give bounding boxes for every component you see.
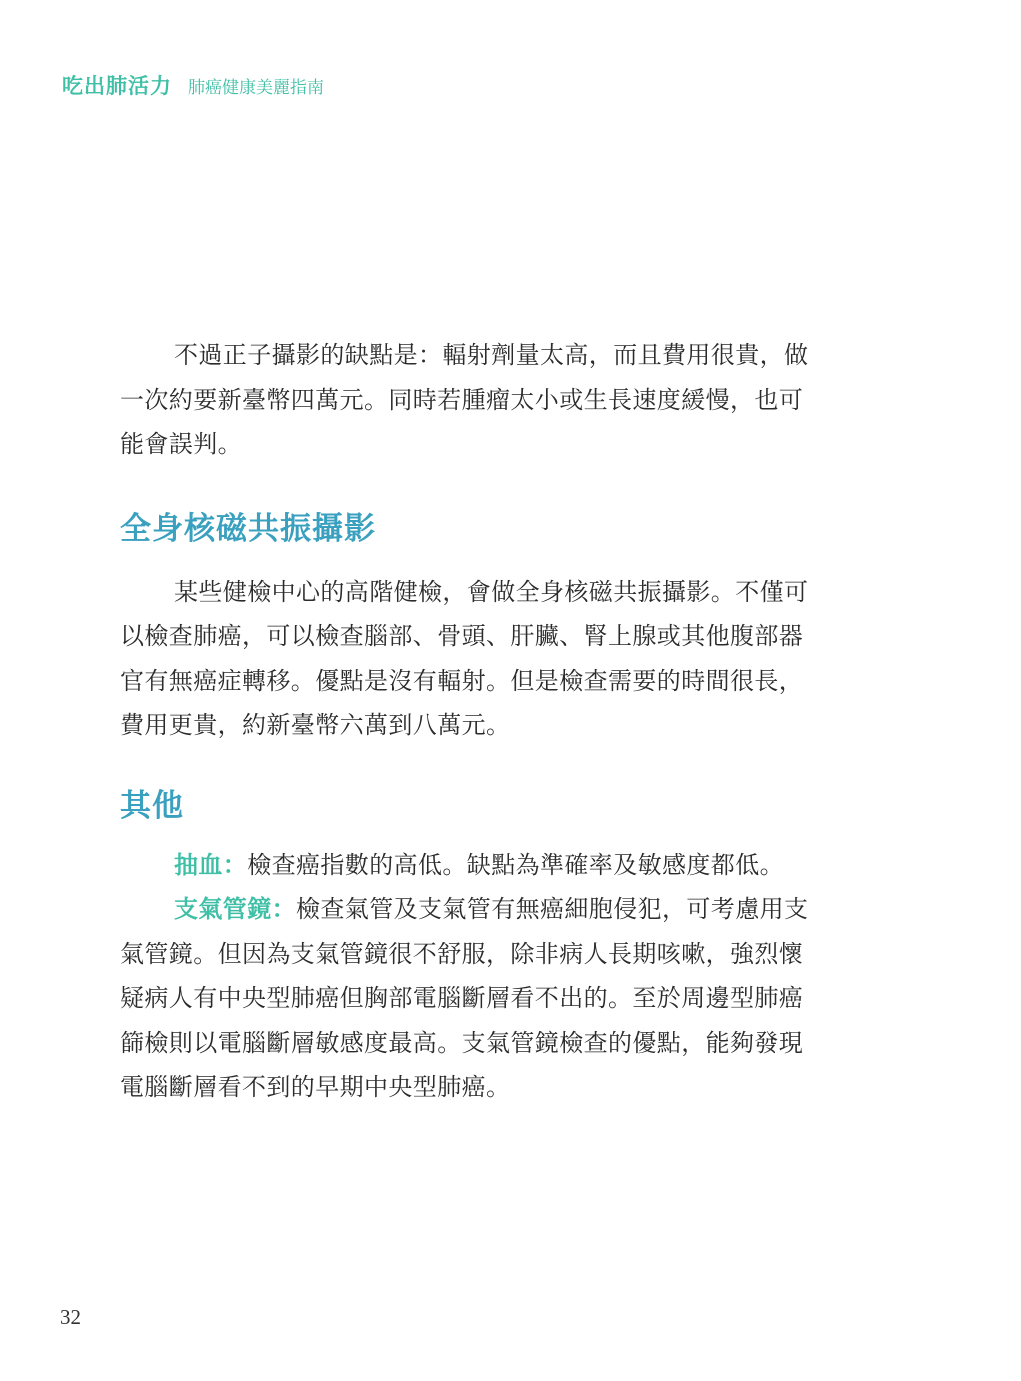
paragraph-line: 一次約要新臺幣四萬元。同時若腫瘤太小或生長速度緩慢，也可 — [120, 385, 804, 414]
paragraph-line: 費用更貴，約新臺幣六萬到八萬元。 — [120, 711, 511, 739]
paragraph-line: 不過正子攝影的缺點是：輻射劑量太高，而且費用很貴，做 — [174, 341, 809, 369]
page-content — [120, 333, 865, 1110]
book-subtitle: 肺癌健康美麗指南 — [188, 78, 324, 98]
paragraph-line: 篩檢則以電腦斷層敏感度最高。支氣管鏡檢查的優點，能夠發現 — [120, 1028, 804, 1057]
paragraph-line: 某些健檢中心的高階健檢，會做全身核磁共振攝影。不僅可 — [174, 577, 809, 606]
blood-test-text: 檢查癌指數的高低。缺點為準確率及敏感度都低。 — [247, 850, 785, 879]
intro-paragraph — [120, 333, 865, 467]
bronchoscope-paragraph — [120, 887, 865, 1110]
paragraph-line: 官有無癌症轉移。優點是沒有輻射。但是檢查需要的時間很長， — [120, 666, 804, 695]
mri-paragraph — [120, 570, 865, 748]
book-title: 吃出肺活力 — [62, 74, 172, 98]
paragraph-line: 疑病人有中央型肺癌但胸部電腦斷層看不出的。至於周邊型肺癌 — [120, 984, 804, 1012]
paragraph-line — [120, 887, 865, 932]
page-number: 32 — [60, 1305, 81, 1329]
blood-test-paragraph — [120, 843, 865, 888]
running-header — [62, 70, 324, 100]
paragraph-line: 以檢查肺癌，可以檢查腦部、骨頭、肝臟、腎上腺或其他腹部器 — [120, 622, 804, 650]
bronchoscope-first-line: 檢查氣管及支氣管有無癌細胞侵犯，可考慮用支 — [296, 895, 809, 923]
term-blood-test: 抽血： — [174, 850, 248, 879]
section-heading-other: 其他 — [120, 787, 184, 824]
paragraph-line: 電腦斷層看不到的早期中央型肺癌。 — [120, 1073, 511, 1101]
section-heading-mri: 全身核磁共振攝影 — [120, 510, 376, 547]
term-bronchoscope: 支氣管鏡： — [174, 895, 296, 923]
paragraph-line — [120, 843, 865, 888]
paragraph-line: 能會誤判。 — [120, 430, 242, 458]
paragraph-line: 氣管鏡。但因為支氣管鏡很不舒服，除非病人長期咳嗽，強烈懷 — [120, 939, 804, 968]
